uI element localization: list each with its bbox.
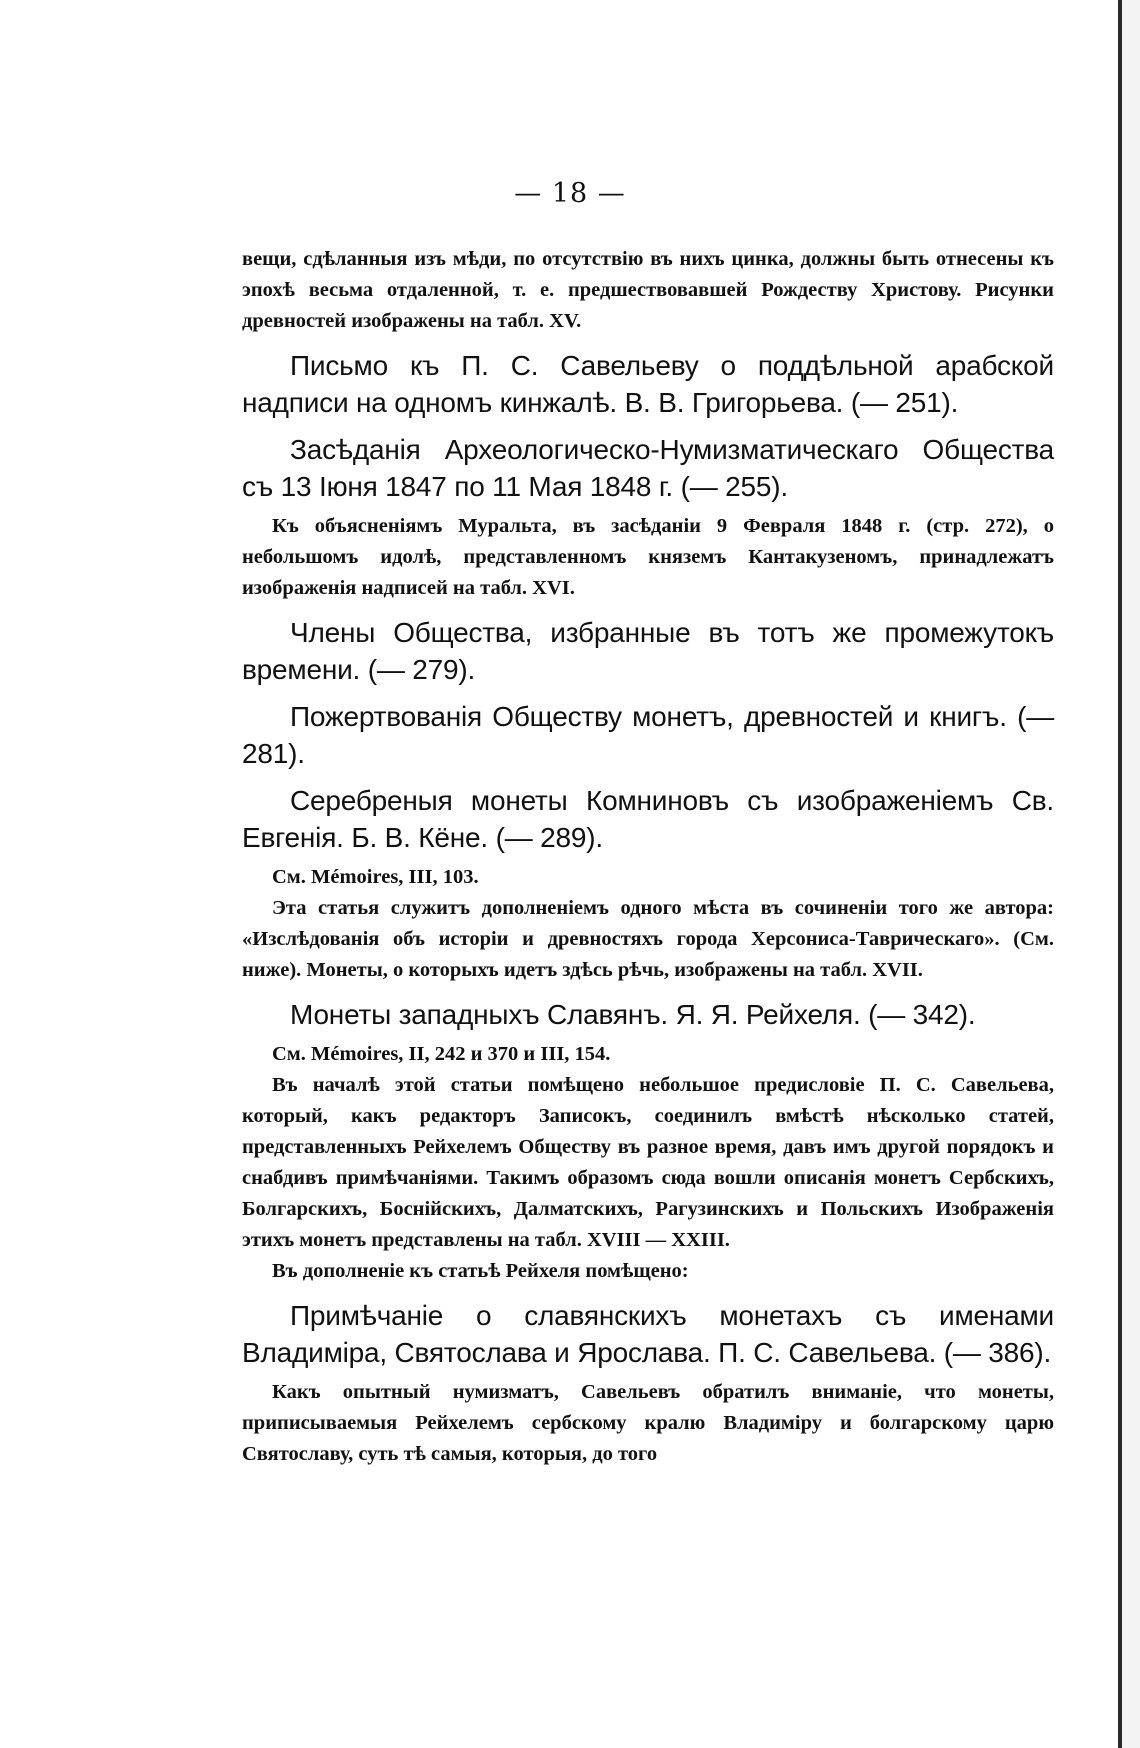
note-reichel: Въ началѣ этой статьи помѣщено небольшое предисловіе П. С. Савельева, который, какъ редакторъ Записокъ, соединилъ вмѣстѣ нѣсколько статей, представленныхъ Рейхелемъ Обществу въ разное время, давъ имъ другой порядокъ и снабдивъ примѣчаніями. Такимъ образомъ сюда вошли описанія монетъ Сербскихъ, Болгарскихъ, Боснійскихъ, Далматскихъ, Рагузинскихъ и Польскихъ Изображенія этихъ монетъ представлены на табл. XVIII — XXIII. — [242, 1074, 1054, 1251]
entry-donations: Пожертвованія Обществу монетъ, древностей и книгъ. (— 281). — [242, 701, 1054, 769]
entry-savelyev-letter: Письмо къ П. С. Савельеву о поддѣльной арабской надписи на одномъ кинжалѣ. В. В. Григорьева. (— 251). — [242, 350, 1054, 418]
paragraph-continued: вещи, сдѣланныя изъ мѣди, по отсутствію въ нихъ цинка, должны быть отнесены къ эпохѣ весьма отдаленной, т. е. предшествовавшей Рождеству Христову. Рисунки древностей изображены на табл. XV. — [242, 248, 1054, 332]
note-muralt: Къ объясненіямъ Муральта, въ засѣданіи 9 Февраля 1848 г. (стр. 272), о небольшомъ идолѣ, представленномъ княземъ Кантакузеномъ, принадлежатъ изображенія надписей на табл. XVI. — [242, 515, 1054, 599]
entry-society-meetings: Засѣданія Археологическо-Нумизматическаго Общества съ 13 Іюня 1847 по 11 Мая 1848 г. (— 255). — [242, 434, 1054, 502]
page-edge — [1118, 0, 1122, 1748]
note-savelyev: Какъ опытный нумизматъ, Савельевъ обратилъ вниманіе, что монеты, приписываемыя Рейхелемъ сербскому кралю Владиміру и болгарскому царю Святославу, суть тѣ самыя, которыя, до того — [242, 1381, 1054, 1465]
page-number: — 18 — — [514, 178, 626, 209]
entry-western-slavs-coins: Монеты западныхъ Славянъ. Я. Я. Рейхеля. (— 342). — [290, 999, 976, 1030]
note-komnenos: Эта статья служитъ дополненіемъ одного мѣста въ сочиненіи того же автора: «Изслѣдованія объ исторіи и древностяхъ города Херсониса-Таврическаго». (См. ниже). Монеты, о которыхъ идетъ здѣсь рѣчь, изображены на табл. XVII. — [242, 897, 1054, 981]
reference-memoires-iii: См. Mémoires, III, 103. — [272, 866, 479, 888]
reference-memoires-ii: См. Mémoires, II, 242 и 370 и III, 154. — [272, 1043, 611, 1065]
page-edge-shadow — [1122, 0, 1140, 1748]
note-supplement: Въ дополненіе къ статьѣ Рейхеля помѣщено: — [272, 1260, 689, 1282]
page-content — [242, 244, 1054, 1470]
entry-society-members: Члены Общества, избранные въ тотъ же промежутокъ времени. (— 279). — [242, 617, 1054, 685]
entry-komnenos-coins: Серебреныя монеты Комниновъ съ изображеніемъ Св. Евгенія. Б. В. Кёне. (— 289). — [242, 785, 1054, 853]
entry-slavic-coins-note: Примѣчаніе о славянскихъ монетахъ съ именами Владиміра, Святослава и Ярослава. П. С. Савельева. (— 386). — [242, 1300, 1054, 1368]
